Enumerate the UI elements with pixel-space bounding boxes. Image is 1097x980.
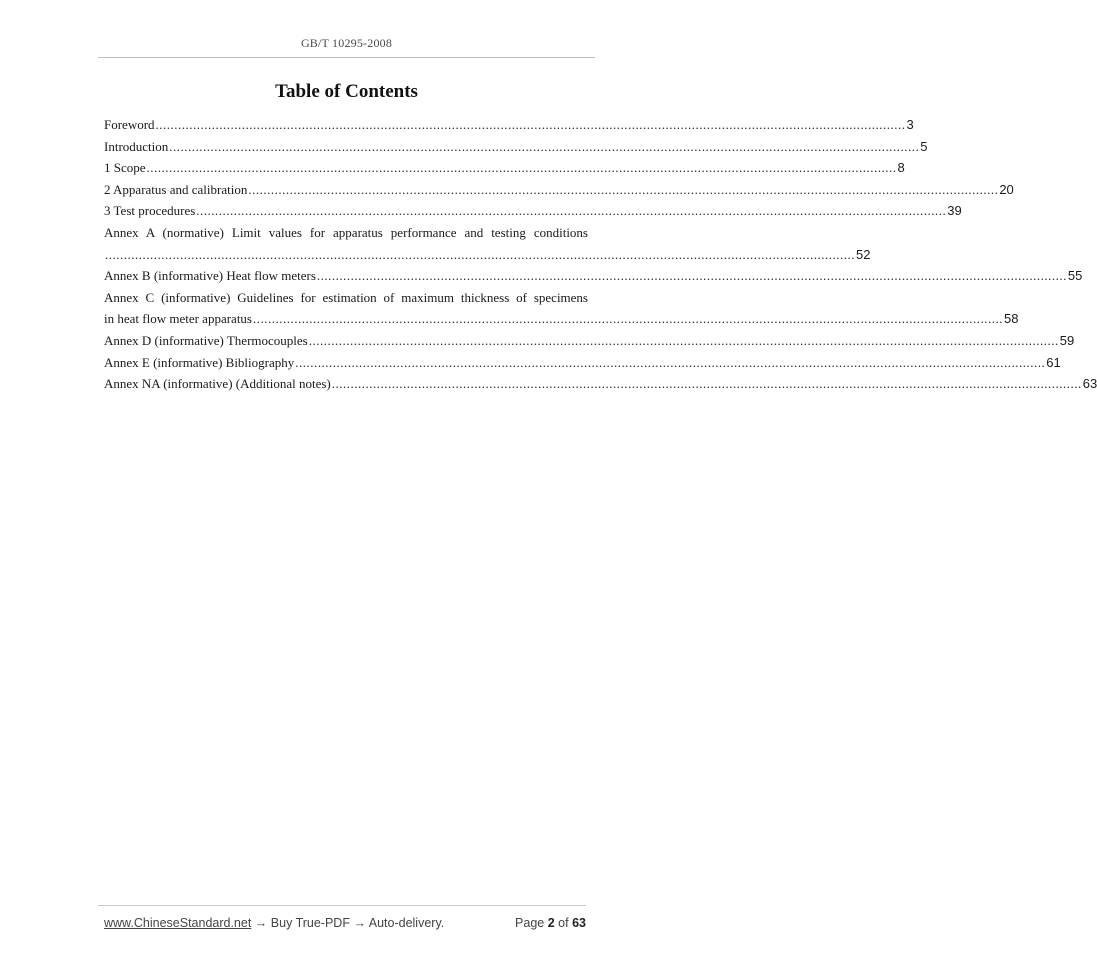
- dot-leader: ........................................................................................................................................................................................................: [105, 246, 855, 262]
- toc-entry-label: Annex C (informative) Guidelines for estimation of maximum thickness of specimens: [104, 289, 588, 305]
- toc-entry-page: 20: [999, 181, 1014, 197]
- toc-entry-apparatus[interactable]: [104, 179, 1014, 201]
- toc-entry-page: 39: [947, 203, 962, 219]
- dot-leader: ........................................................................................................................................................................................................: [196, 203, 947, 219]
- arrow-icon: →: [254, 916, 268, 930]
- page-title: Table of Contents: [275, 81, 418, 102]
- toc-entry-annex-na[interactable]: [104, 373, 1097, 395]
- toc-entry-label: Annex A (normative) Limit values for apparatus performance and testing conditions: [104, 224, 588, 240]
- page-word: Page: [515, 916, 545, 930]
- toc-entry-test-procedures[interactable]: [104, 200, 962, 222]
- toc-entry-label: 3 Test procedures: [104, 203, 196, 219]
- dot-leader: ........................................................................................................................................................................................................: [308, 332, 1059, 348]
- toc-entry-label: Introduction: [104, 138, 169, 154]
- toc-entry-page: 5: [920, 138, 928, 154]
- toc-entry-annex-c[interactable]: [104, 287, 1019, 330]
- dot-leader: ........................................................................................................................................................................................................: [253, 311, 1003, 327]
- footer-promo: [104, 916, 444, 930]
- toc-entry-label: Annex B (informative) Heat flow meters: [104, 268, 316, 284]
- toc-entry-page: 58: [1004, 311, 1019, 327]
- page-total: 63: [572, 916, 586, 930]
- toc-entry-label-continued: in heat flow meter apparatus: [104, 311, 252, 327]
- dot-leader: ........................................................................................................................................................................................................: [155, 117, 906, 132]
- toc-entry-label: Annex D (informative) Thermocouples: [104, 332, 308, 348]
- toc-entry-annex-d[interactable]: [104, 330, 1075, 352]
- toc-entry-scope[interactable]: [104, 157, 905, 179]
- toc-entry-label: Annex NA (informative) (Additional notes): [104, 376, 331, 392]
- dot-leader: ........................................................................................................................................................................................................: [316, 268, 1067, 284]
- toc-entry-label: 2 Apparatus and calibration: [104, 181, 248, 197]
- toc-entry-annex-a[interactable]: [104, 222, 871, 265]
- toc-entry-page: 52: [856, 246, 871, 262]
- arrow-icon: →: [353, 916, 366, 930]
- toc-entry-introduction[interactable]: [104, 136, 928, 158]
- of-word: of: [558, 916, 569, 930]
- dot-leader: ........................................................................................................................................................................................................: [295, 354, 1046, 370]
- page-current: 2: [547, 916, 555, 930]
- toc-entry-foreword[interactable]: [104, 114, 914, 136]
- toc-entry-label: 1 Scope: [104, 160, 146, 176]
- dot-leader: ........................................................................................................................................................................................................: [248, 181, 999, 197]
- toc-entry-label: Annex E (informative) Bibliography: [104, 354, 295, 370]
- dot-leader: ........................................................................................................................................................................................................: [169, 138, 920, 154]
- buy-text: Buy True-PDF: [270, 916, 350, 930]
- page-indicator: [515, 916, 586, 930]
- table-of-contents: [104, 114, 1097, 395]
- toc-entry-annex-b[interactable]: [104, 265, 1083, 287]
- toc-entry-label: Foreword: [104, 117, 155, 132]
- toc-entry-page: 8: [897, 160, 905, 176]
- toc-entry-page: 63: [1082, 376, 1097, 392]
- toc-entry-annex-e[interactable]: [104, 352, 1061, 374]
- dot-leader: ........................................................................................................................................................................................................: [146, 160, 897, 176]
- dot-leader: ........................................................................................................................................................................................................: [331, 376, 1082, 392]
- site-link[interactable]: www.ChineseStandard.net: [104, 916, 252, 930]
- document-header: GB/T 10295-2008: [300, 36, 393, 50]
- footer-divider: [98, 905, 586, 906]
- toc-entry-page: 59: [1059, 332, 1075, 348]
- header-divider: [98, 57, 595, 58]
- toc-entry-page: 61: [1046, 354, 1061, 370]
- toc-entry-page: 3: [906, 117, 914, 132]
- toc-entry-page: 55: [1067, 268, 1083, 284]
- delivery-text: Auto-delivery.: [368, 916, 445, 930]
